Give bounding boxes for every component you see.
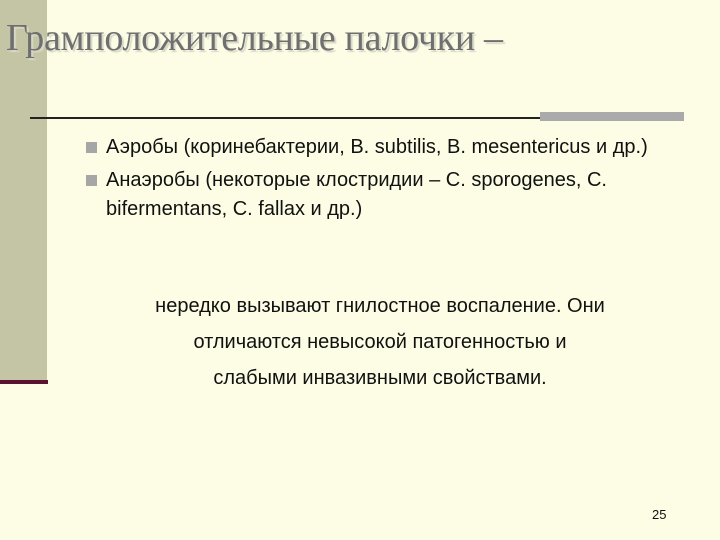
square-bullet-icon (86, 142, 97, 153)
bullet-text: Аэробы (коринебактерии, B. subtilis, B. mesentericus и др.) (106, 136, 648, 158)
bullet-text: Анаэробы (некоторые клостридии – C. sporogenes, C. bifermentans, C. fallax и др.) (106, 169, 607, 220)
paragraph-line: отличаются невысокой патогенностью и (193, 331, 567, 353)
title-divider-accent (540, 112, 684, 121)
bullet-item-anaerobes (86, 166, 696, 224)
square-bullet-icon (86, 175, 97, 186)
title-divider (30, 117, 540, 119)
bullet-item-aerobes (86, 133, 696, 162)
bullet-list (86, 133, 696, 228)
paragraph-line: нередко вызывают гнилостное воспаление. Они (155, 295, 605, 317)
left-decor-line (0, 380, 48, 384)
body-paragraph (90, 288, 670, 396)
paragraph-line: слабыми инвазивными свойствами. (213, 367, 547, 389)
slide-number: 25 (652, 507, 667, 522)
slide-title: Грамположительные палочки – (6, 17, 503, 59)
